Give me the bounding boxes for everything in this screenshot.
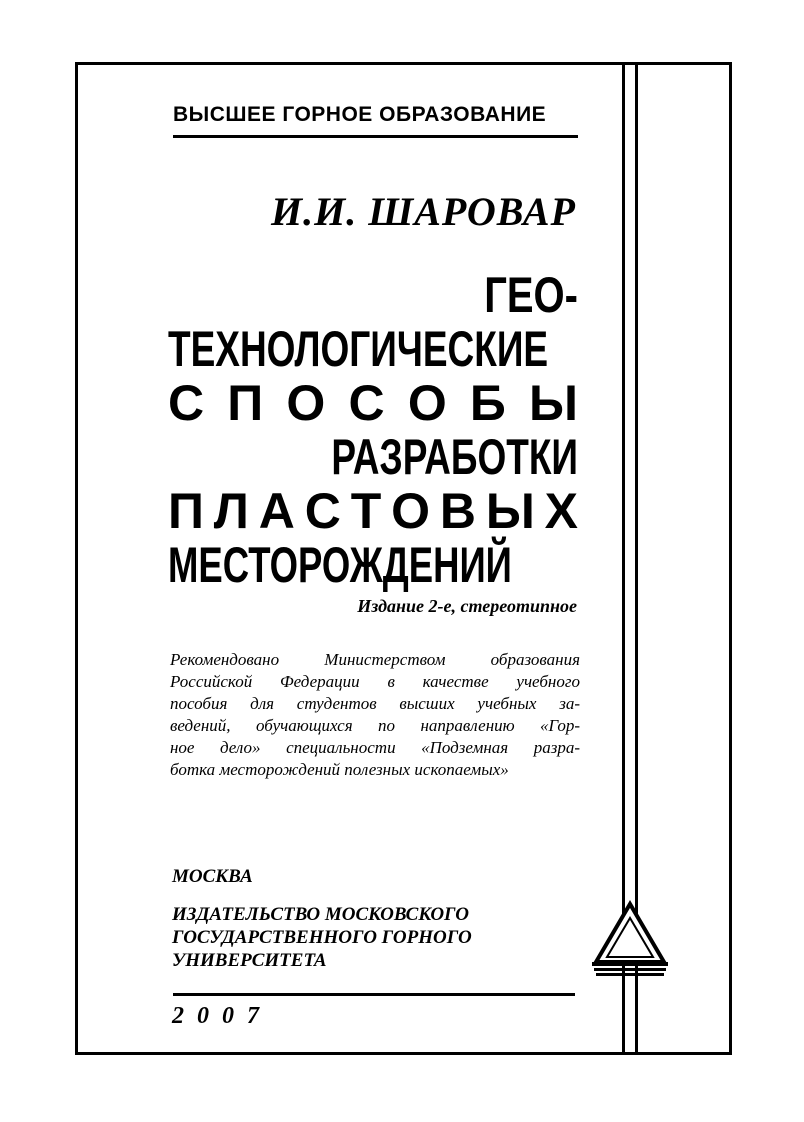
series-title: ВЫСШЕЕ ГОРНОЕ ОБРАЗОВАНИЕ (173, 103, 547, 126)
title-letter: Х (544, 483, 578, 539)
author-name: И.И. ШАРОВАР (270, 189, 576, 234)
book-title (168, 268, 578, 592)
title-letter: О (407, 375, 447, 431)
title-letter: С (168, 375, 205, 431)
recommendation-text (170, 649, 580, 781)
publisher-line: УНИВЕРСИТЕТА (172, 950, 327, 971)
title-letter: О (391, 483, 430, 539)
title-line-5 (168, 484, 578, 538)
recommendation-line: ботка месторождений полезных ископаемых» (170, 760, 509, 779)
title-letter: Т (350, 483, 382, 539)
publisher-name (172, 903, 472, 972)
title-line-1: ГЕО- (484, 267, 578, 323)
title-letter: О (286, 375, 326, 431)
publication-year: 2007 (172, 1003, 272, 1029)
title-line-4: РАЗРАБОТКИ (331, 429, 578, 485)
title-letter: С (348, 375, 385, 431)
publisher-line: ГОСУДАРСТВЕННОГО ГОРНОГО (172, 927, 472, 948)
title-letter: Ы (529, 375, 578, 431)
publisher-line: ИЗДАТЕЛЬСТВО МОСКОВСКОГО (172, 904, 470, 925)
edition-note: Издание 2-е, стереотипное (357, 596, 577, 616)
title-letter: П (168, 483, 204, 539)
recommendation-line: Российской Федерации в качестве учебного (170, 672, 580, 691)
title-line-3 (168, 376, 578, 430)
title-letter: В (439, 483, 476, 539)
year-rule (173, 993, 575, 996)
title-letter: Л (213, 483, 249, 539)
title-letter: С (304, 483, 341, 539)
recommendation-line: Рекомендовано Министерством образования (170, 650, 580, 669)
series-underline (173, 135, 578, 138)
title-letter: Ы (485, 483, 535, 539)
title-letter: А (258, 483, 295, 539)
title-line-6: МЕСТОРОЖДЕНИЙ (168, 537, 512, 593)
recommendation-line: пособия для студентов высших учебных за- (170, 694, 580, 713)
title-letter: Б (469, 375, 506, 431)
recommendation-line: ведений, обучающихся по направлению «Гор- (170, 716, 580, 735)
publication-city: МОСКВА (172, 866, 253, 887)
title-line-2: ТЕХНОЛОГИЧЕСКИЕ (168, 321, 549, 377)
publisher-triangle-book-icon (590, 900, 670, 980)
title-letter: П (227, 375, 264, 431)
recommendation-line: ное дело» специальности «Подземная разра- (170, 738, 580, 757)
